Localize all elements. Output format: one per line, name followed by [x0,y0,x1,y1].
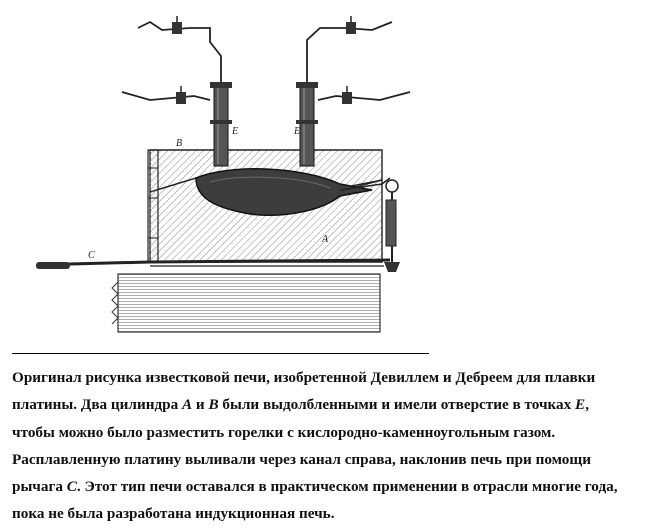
frame-left [148,150,158,262]
pivot-bracket [384,180,400,272]
caption-line-3: чтобы можно было разместить горелки с кислородно-каменноугольным газом. [12,423,556,441]
label-b: B [176,138,183,149]
figure-caption [12,364,648,528]
label-a: A [322,234,329,245]
label-c: C [88,250,95,261]
burner-right [296,16,410,166]
separator-rule [12,353,429,354]
caption-line-1: Оригинал рисунка известковой печи, изобретенной Девиллем и Дебреем для плавки [12,369,596,386]
caption-line-5: рычага С. Этот тип печи оставался в практическом применении в отрасли многие года, [12,478,618,496]
tilt-lever [36,260,390,269]
caption-line-6: пока не была разработана индукционная печь. [12,505,335,523]
furnace-base [112,274,380,332]
caption-line-4: Расплавленную платину выливали через канал справа, наклонив печь при помощи [12,450,591,468]
label-e-left: E [232,126,239,137]
caption-line-2: платины. Два цилиндра А и В были выдолбленными и имели отверстие в точках Е, [12,396,589,414]
label-e-right: E [294,126,301,137]
